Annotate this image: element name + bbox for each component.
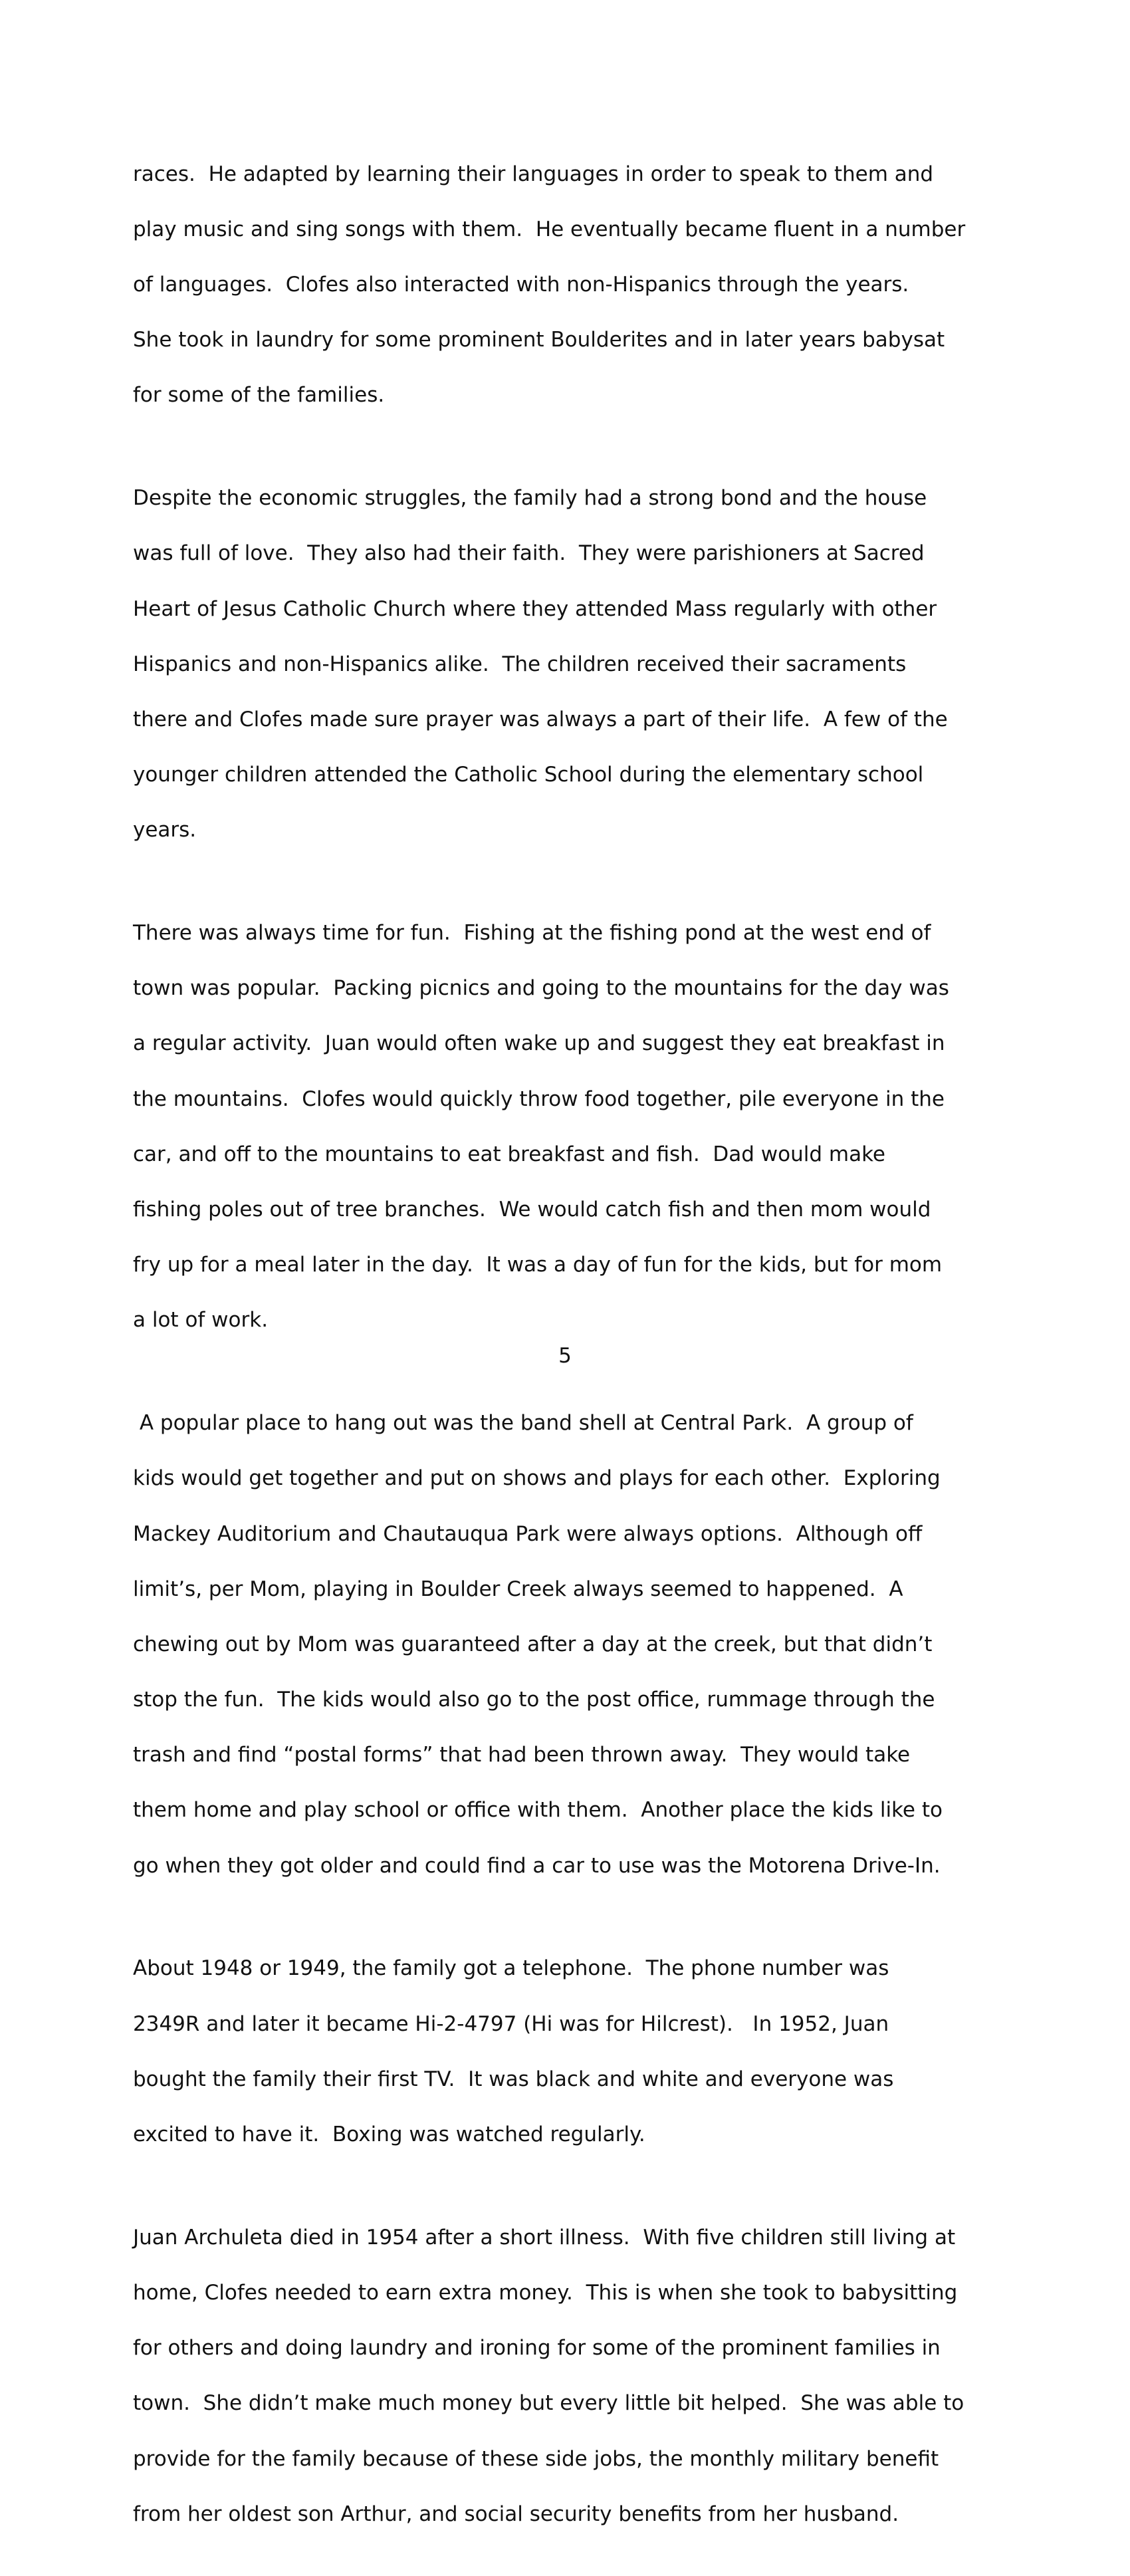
text-line: chewing out by Mom was guaranteed after a day at the creek, but that didn’t bbox=[133, 1632, 933, 1656]
paragraph-1 bbox=[133, 133, 1017, 438]
text-line: Despite the economic struggles, the family had a strong bond and the house bbox=[133, 486, 927, 511]
text-line: About 1948 or 1949, the family got a telephone. The phone number was bbox=[133, 1956, 889, 1981]
text-line: Mackey Auditorium and Chautauqua Park were always options. Although off bbox=[133, 1521, 923, 1546]
text-line: town was popular. Packing picnics and going to the mountains for the day was bbox=[133, 976, 949, 1001]
text-line: kids would get together and put on shows and plays for each other. Exploring bbox=[133, 1466, 941, 1491]
text-line: play music and sing songs with them. He eventually became fluent in a number bbox=[133, 217, 966, 241]
text-line: there and Clofes made sure prayer was always a part of their life. A few of the bbox=[133, 707, 948, 731]
text-line: car, and off to the mountains to eat breakfast and fish. Dad would make bbox=[133, 1142, 885, 1166]
page-number: 5 bbox=[558, 1344, 572, 1368]
text-line: home, Clofes needed to earn extra money. This is when she took to babysitting bbox=[133, 2280, 958, 2305]
text-line: for some of the families. bbox=[133, 383, 385, 408]
text-line: the mountains. Clofes would quickly throw food together, pile everyone in the bbox=[133, 1087, 945, 1111]
text-line: stop the fun. The kids would also go to the post office, rummage through the bbox=[133, 1688, 935, 1712]
paragraph-3 bbox=[133, 892, 1017, 1362]
text-line: excited to have it. Boxing was watched regularly. bbox=[133, 2122, 645, 2146]
text-line: bought the family their first TV. It was black and white and everyone was bbox=[133, 2067, 894, 2091]
text-line: a regular activity. Juan would often wake up and suggest they eat breakfast in bbox=[133, 1031, 945, 1056]
text-line: go when they got older and could find a car to use was the Motorena Drive-In. bbox=[133, 1853, 941, 1878]
text-line: was full of love. They also had their faith. They were parishioners at Sacred bbox=[133, 541, 925, 566]
paragraph-2 bbox=[133, 457, 1017, 872]
text-line: town. She didn’t make much money but every little bit helped. She was able to bbox=[133, 2391, 964, 2416]
text-line: She took in laundry for some prominent Boulderites and in later years babysat bbox=[133, 328, 945, 352]
text-line: trash and find “postal forms” that had been thrown away. They would take bbox=[133, 1743, 911, 1767]
text-line: provide for the family because of these side jobs, the monthly military benefit bbox=[133, 2446, 939, 2471]
text-line: Hispanics and non-Hispanics alike. The children received their sacraments bbox=[133, 652, 907, 676]
text-line: for others and doing laundry and ironing for some of the prominent families in bbox=[133, 2336, 941, 2361]
text-line: younger children attended the Catholic School during the elementary school bbox=[133, 763, 924, 787]
paragraph-6 bbox=[133, 2196, 1017, 2556]
paragraph-4 bbox=[133, 1382, 1017, 1908]
text-line: A popular place to hang out was the band shell at Central Park. A group of bbox=[133, 1411, 913, 1436]
text-line: of languages. Clofes also interacted with non-Hispanics through the years. bbox=[133, 272, 909, 297]
text-line: years. bbox=[133, 818, 197, 842]
text-line: a lot of work. bbox=[133, 1308, 269, 1333]
text-line: 2349R and later it became Hi-2-4797 (Hi was for Hilcrest). In 1952, Juan bbox=[133, 2011, 889, 2036]
text-line: limit’s, per Mom, playing in Boulder Creek always seemed to happened. A bbox=[133, 1577, 903, 1601]
text-line: There was always time for fun. Fishing at the fishing pond at the west end of bbox=[133, 921, 931, 946]
text-line: them home and play school or office with them. Another place the kids like to bbox=[133, 1798, 943, 1823]
text-line: races. He adapted by learning their languages in order to speak to them and bbox=[133, 162, 934, 186]
text-line: Juan Archuleta died in 1954 after a short illness. With five children still living at bbox=[133, 2225, 956, 2250]
text-line: from her oldest son Arthur, and social security benefits from her husband. bbox=[133, 2502, 899, 2526]
text-line: fishing poles out of tree branches. We would catch fish and then mom would bbox=[133, 1197, 931, 1222]
paragraph-5 bbox=[133, 1928, 1017, 2176]
text-line: Heart of Jesus Catholic Church where they attended Mass regularly with other bbox=[133, 596, 937, 621]
text-line: fry up for a meal later in the day. It was a day of fun for the kids, but for mom bbox=[133, 1253, 943, 1277]
